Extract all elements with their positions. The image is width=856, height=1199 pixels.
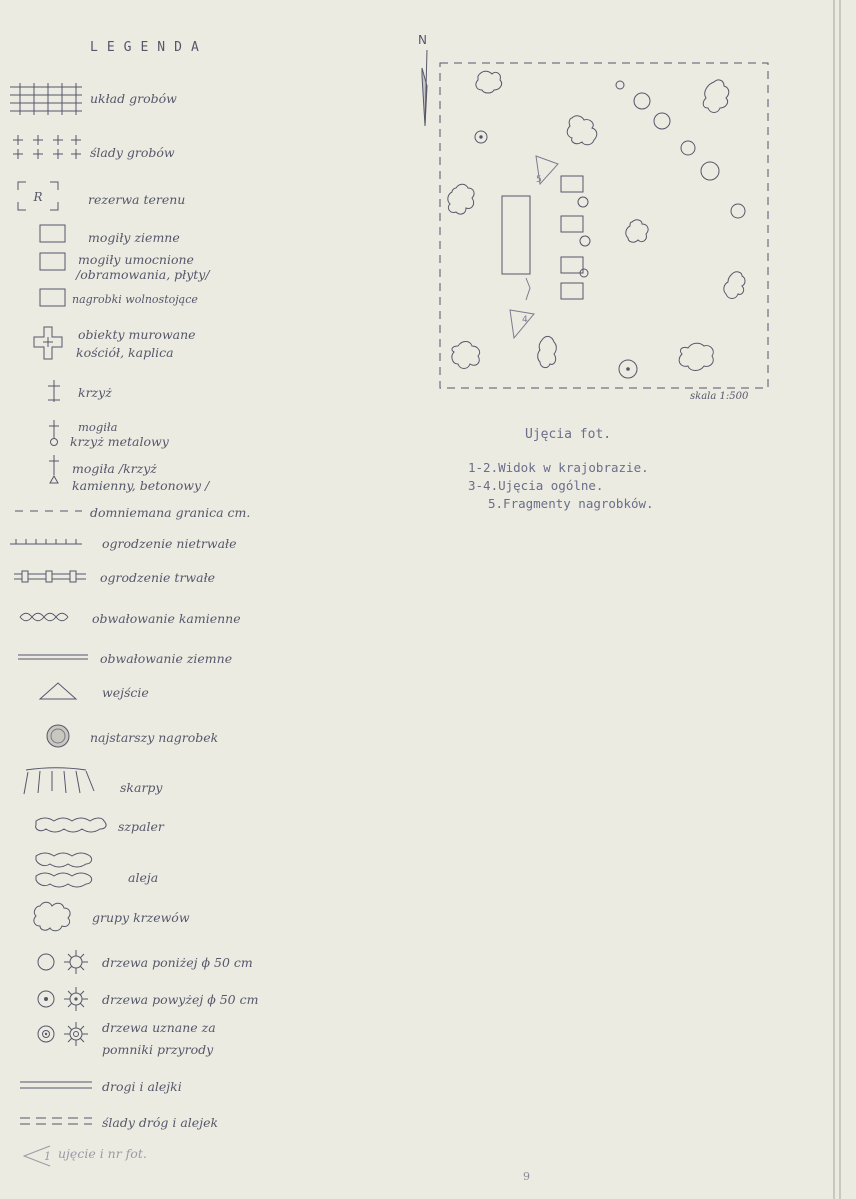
legend-label: rezerwa terenu (88, 192, 186, 207)
legend-item-reinforced-graves (10, 252, 310, 282)
legend-item-permanent-fence (10, 568, 310, 598)
legend-item-trees-large (10, 985, 310, 1015)
photo-marker-label: 5 (536, 175, 542, 185)
freestanding-tomb (502, 196, 530, 274)
legend-label: mogiły umocnione (78, 252, 194, 267)
north-label: N (418, 33, 427, 47)
legend-item-stone-embankment (10, 609, 310, 639)
stone-cross-grave-icon (10, 453, 70, 489)
entrance-icon (10, 679, 90, 705)
legend-label: drogi i alejki (102, 1079, 182, 1094)
legend-title: LEGENDA (90, 40, 208, 55)
dashed-boundary-icon (10, 503, 90, 519)
legend-label: skarpy (120, 780, 163, 795)
oldest-tomb-icon (10, 722, 90, 752)
reserve-symbol-text: R (33, 190, 43, 204)
legend-item-cross (10, 378, 310, 408)
legend-label: drzewa uznane za (102, 1020, 216, 1035)
photo-list-line: 1-2.Widok w krajobrazie. (468, 460, 649, 475)
legend-label: szpaler (118, 819, 164, 834)
scale-label: skala 1:500 (690, 391, 749, 402)
page-edge-line (833, 0, 835, 1199)
legend-item-road-traces (10, 1113, 310, 1143)
legend-item-oldest-tomb (10, 722, 310, 752)
legend-label: obwałowanie ziemne (100, 651, 233, 666)
legend-item-grave-metal-cross (10, 418, 310, 448)
legend-item-trees-small (10, 948, 310, 978)
legend-label: obwałowanie kamienne (92, 611, 241, 626)
legend-label: mogiły ziemne (88, 230, 180, 245)
alley-icon (10, 850, 110, 890)
legend-item-photo-shot (10, 1142, 310, 1172)
legend-label: ogrodzenie trwałe (100, 570, 216, 585)
tree-markers (475, 81, 745, 378)
hedge-icon (10, 815, 110, 835)
photo-markers (510, 156, 558, 338)
legend-item-escarpment (10, 768, 310, 798)
earth-grave-icon (10, 222, 50, 246)
legend-label: drzewa powyżej ϕ 50 cm (102, 992, 259, 1007)
legend-item-earth-embankment (10, 649, 310, 679)
north-arrow-icon (418, 33, 427, 126)
page-number: 9 (523, 1170, 530, 1183)
legend-item-presumed-boundary (10, 503, 310, 533)
legend-label: drzewa poniżej ϕ 50 cm (102, 955, 253, 970)
temporary-fence-icon (10, 534, 90, 550)
legend-label: kościół, kaplica (76, 345, 174, 360)
tree-small-icon (10, 948, 100, 978)
tree-monument-icon (10, 1020, 100, 1050)
legend-item-grave-traces (10, 133, 310, 163)
legend-item-freestanding-tombs (10, 288, 310, 318)
legend-label: mogiła /krzyż (72, 461, 157, 476)
grave-traces-icon (10, 133, 85, 163)
legend-item-trees-monument (10, 1020, 310, 1057)
legend-label: /obramowania, płyty/ (76, 267, 210, 282)
reserve-icon (10, 180, 70, 212)
permanent-fence-icon (10, 568, 90, 584)
legend-label: ujęcie i nr fot. (58, 1146, 147, 1161)
legend-label: nagrobki wolnostojące (72, 293, 198, 306)
shrub-groups (448, 71, 745, 370)
legend-item-roads (10, 1077, 310, 1107)
legend-label: ogrodzenie nietrwałe (102, 536, 237, 551)
photo-shot-symbol-text: 1 (44, 1150, 51, 1163)
legend-label: krzyż metalowy (70, 434, 169, 449)
legend-label: ślady grobów (90, 145, 175, 160)
legend-label: krzyż (78, 385, 112, 400)
cross-icon (10, 378, 70, 404)
legend-label: ślady dróg i alejek (102, 1115, 219, 1130)
grave-column (561, 176, 590, 299)
legend-item-entrance (10, 679, 310, 709)
legend-label: wejście (102, 685, 149, 700)
legend-item-grave-stone-cross (10, 453, 310, 493)
photos-title: Ujęcia fot. (525, 427, 612, 442)
legend-item-grave-layout (10, 83, 310, 113)
stone-embankment-icon (10, 609, 90, 625)
photo-list-line: 3-4.Ujęcia ogólne. (468, 478, 604, 493)
legend-label: kamienny, betonowy / (72, 478, 210, 493)
photo-marker-label: 4 (522, 315, 528, 325)
legend-label: pomniki przyrody (102, 1042, 214, 1057)
earth-embankment-icon (10, 649, 90, 665)
cemetery-map (410, 30, 790, 400)
page-edge-line (839, 0, 841, 1199)
reinforced-grave-icon (10, 252, 70, 276)
shrub-group-icon (10, 898, 90, 934)
legend-item-alley (10, 850, 310, 885)
legend-label: układ grobów (90, 91, 177, 106)
church-icon (10, 325, 70, 361)
legend-label: najstarszy nagrobek (90, 730, 219, 745)
road-icon (10, 1077, 100, 1097)
freestanding-tomb-icon (10, 288, 70, 312)
legend-label: grupy krzewów (92, 910, 190, 925)
legend-item-shrub-groups (10, 898, 310, 928)
legend-label: mogiła (78, 420, 118, 434)
legend-item-earth-graves (10, 222, 310, 252)
road-traces-icon (10, 1113, 100, 1133)
legend-item-reserve (10, 180, 310, 210)
grave-grid-icon (10, 83, 85, 115)
legend-label: domniemana granica cm. (90, 505, 251, 520)
legend-label: obiekty murowane (78, 327, 196, 342)
escarpment-icon (10, 768, 100, 800)
legend-item-temporary-fence (10, 534, 310, 564)
tree-large-icon (10, 985, 100, 1015)
legend-item-hedge (10, 815, 310, 845)
presumed-boundary (440, 63, 768, 388)
legend-item-masonry (10, 325, 310, 360)
metal-cross-grave-icon (10, 418, 70, 454)
photo-list-line: 5.Fragmenty nagrobków. (488, 496, 654, 511)
legend-label: aleja (128, 870, 159, 885)
